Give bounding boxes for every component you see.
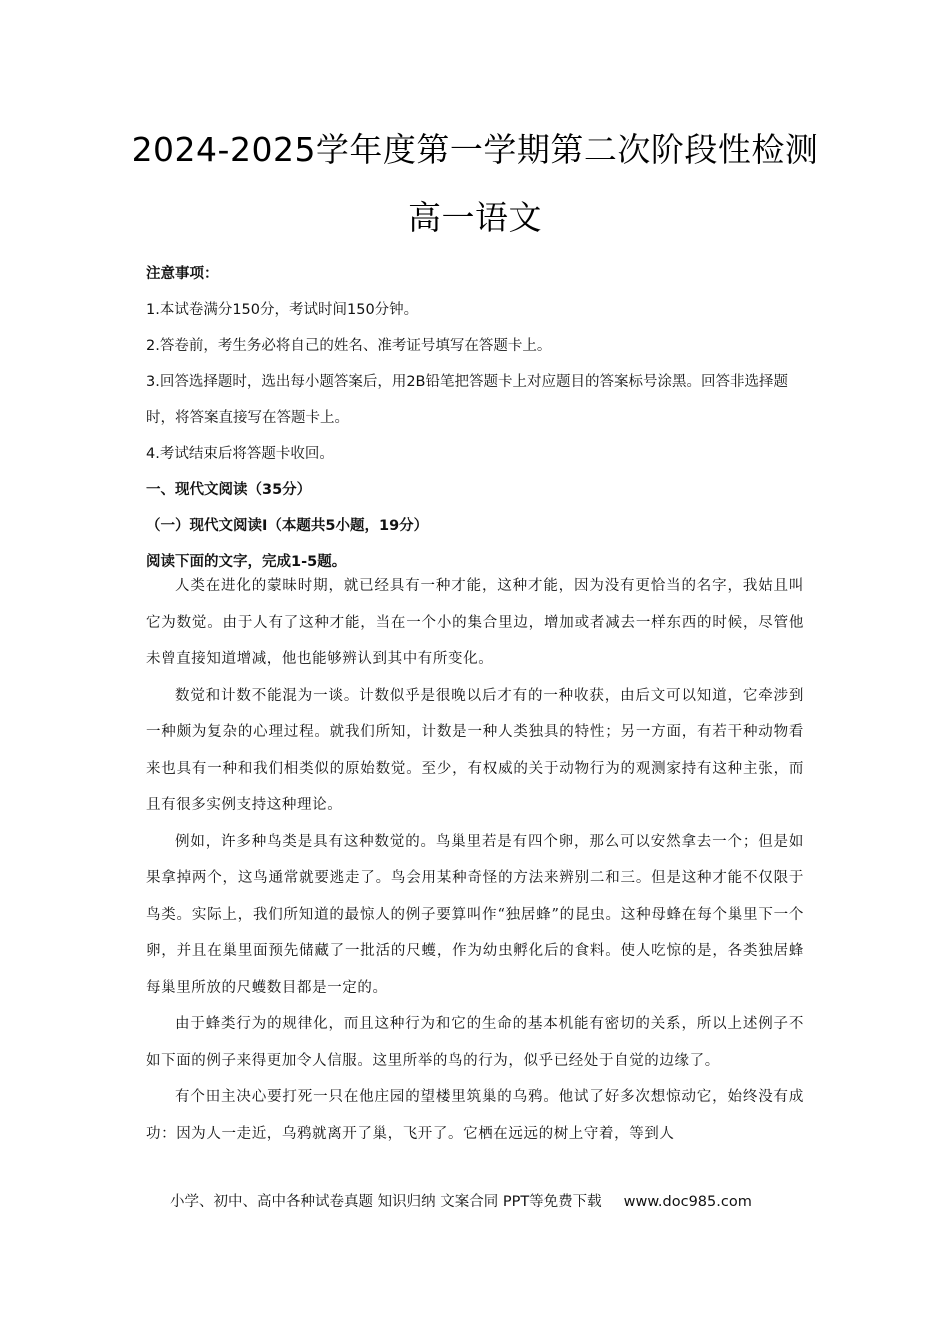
passage-paragraph-2: 数觉和计数不能混为一谈。计数似乎是很晚以后才有的一种收获，由后文可以知道，它牵涉到一种颇为复杂的心理过程。就我们所知，计数是一种人类独具的特性；另一方面，有若干种动物看来也具有一种和我们相类似的原始数觉。至少，有权威的关于动物行为的观测家持有这种主张，而且有很多实例支持这种理论。 bbox=[146, 687, 804, 813]
footer-url[interactable]: www.doc985.com bbox=[623, 1194, 752, 1210]
sub-title: （一）现代文阅读Ⅰ（本题共5小题，19分） bbox=[146, 518, 429, 534]
notes-item-2: 2.答卷前，考生务必将自己的姓名、准考证号填写在答题卡上。 bbox=[146, 338, 552, 354]
notes-item-1: 1.本试卷满分150分，考试时间150分钟。 bbox=[146, 302, 419, 318]
footer-text: 小学、初中、高中各种试卷真题 知识归纳 文案合同 PPT等免费下载 bbox=[170, 1194, 602, 1210]
passage-paragraph-3: 例如，许多种鸟类是具有这种数觉的。鸟巢里若是有四个卵，那么可以安然拿去一个；但是如果拿掉两个，这鸟通常就要逃走了。鸟会用某种奇怪的方法来辨别二和三。但是这种才能不仅限于鸟类。实际上，我们所知道的最惊人的例子要算叫作“独居蜂”的昆虫。这种母蜂在每个巢里下一个卵，并且在巢里面预先储藏了一批活的尺蠖，作为幼虫孵化后的食料。使人吃惊的是，各类独居蜂每巢里所放的尺蠖数目都是一定的。 bbox=[146, 833, 804, 996]
reading-passage bbox=[146, 568, 804, 1152]
document-subtitle: 高一语文 bbox=[408, 198, 542, 237]
instruction: 阅读下面的文字，完成1-5题。 bbox=[146, 554, 347, 570]
passage-paragraph-4: 由于蜂类行为的规律化，而且这种行为和它的生命的基本机能有密切的关系，所以上述例子不如下面的例子来得更加令人信服。这里所举的鸟的行为，似乎已经处于自觉的边缘了。 bbox=[146, 1016, 804, 1069]
notes-section bbox=[146, 256, 806, 580]
document-title: 2024-2025学年度第一学期第二次阶段性检测 bbox=[131, 130, 819, 169]
part-title: 一、现代文阅读（35分） bbox=[146, 482, 312, 498]
notes-item-4: 4.考试结束后将答题卡收回。 bbox=[146, 446, 334, 462]
passage-paragraph-5: 有个田主决心要打死一只在他庄园的望楼里筑巢的乌鸦。他试了好多次想惊动它，始终没有成功：因为人一走近，乌鸦就离开了巢，飞开了。它栖在远远的树上守着，等到人 bbox=[146, 1089, 804, 1142]
notes-heading: 注意事项： bbox=[146, 266, 219, 282]
notes-item-3: 3.回答选择题时，选出每小题答案后，用2B铅笔把答题卡上对应题目的答案标号涂黑。回答非选择题时，将答案直接写在答题卡上。 bbox=[146, 374, 789, 426]
passage-paragraph-1: 人类在进化的蒙昧时期，就已经具有一种才能，这种才能，因为没有更恰当的名字，我姑且叫它为数觉。由于人有了这种才能，当在一个小的集合里边，增加或者减去一样东西的时候，尽管他未曾直接知道增减，他也能够辨认到其中有所变化。 bbox=[146, 578, 804, 667]
page-footer bbox=[170, 1190, 810, 1211]
